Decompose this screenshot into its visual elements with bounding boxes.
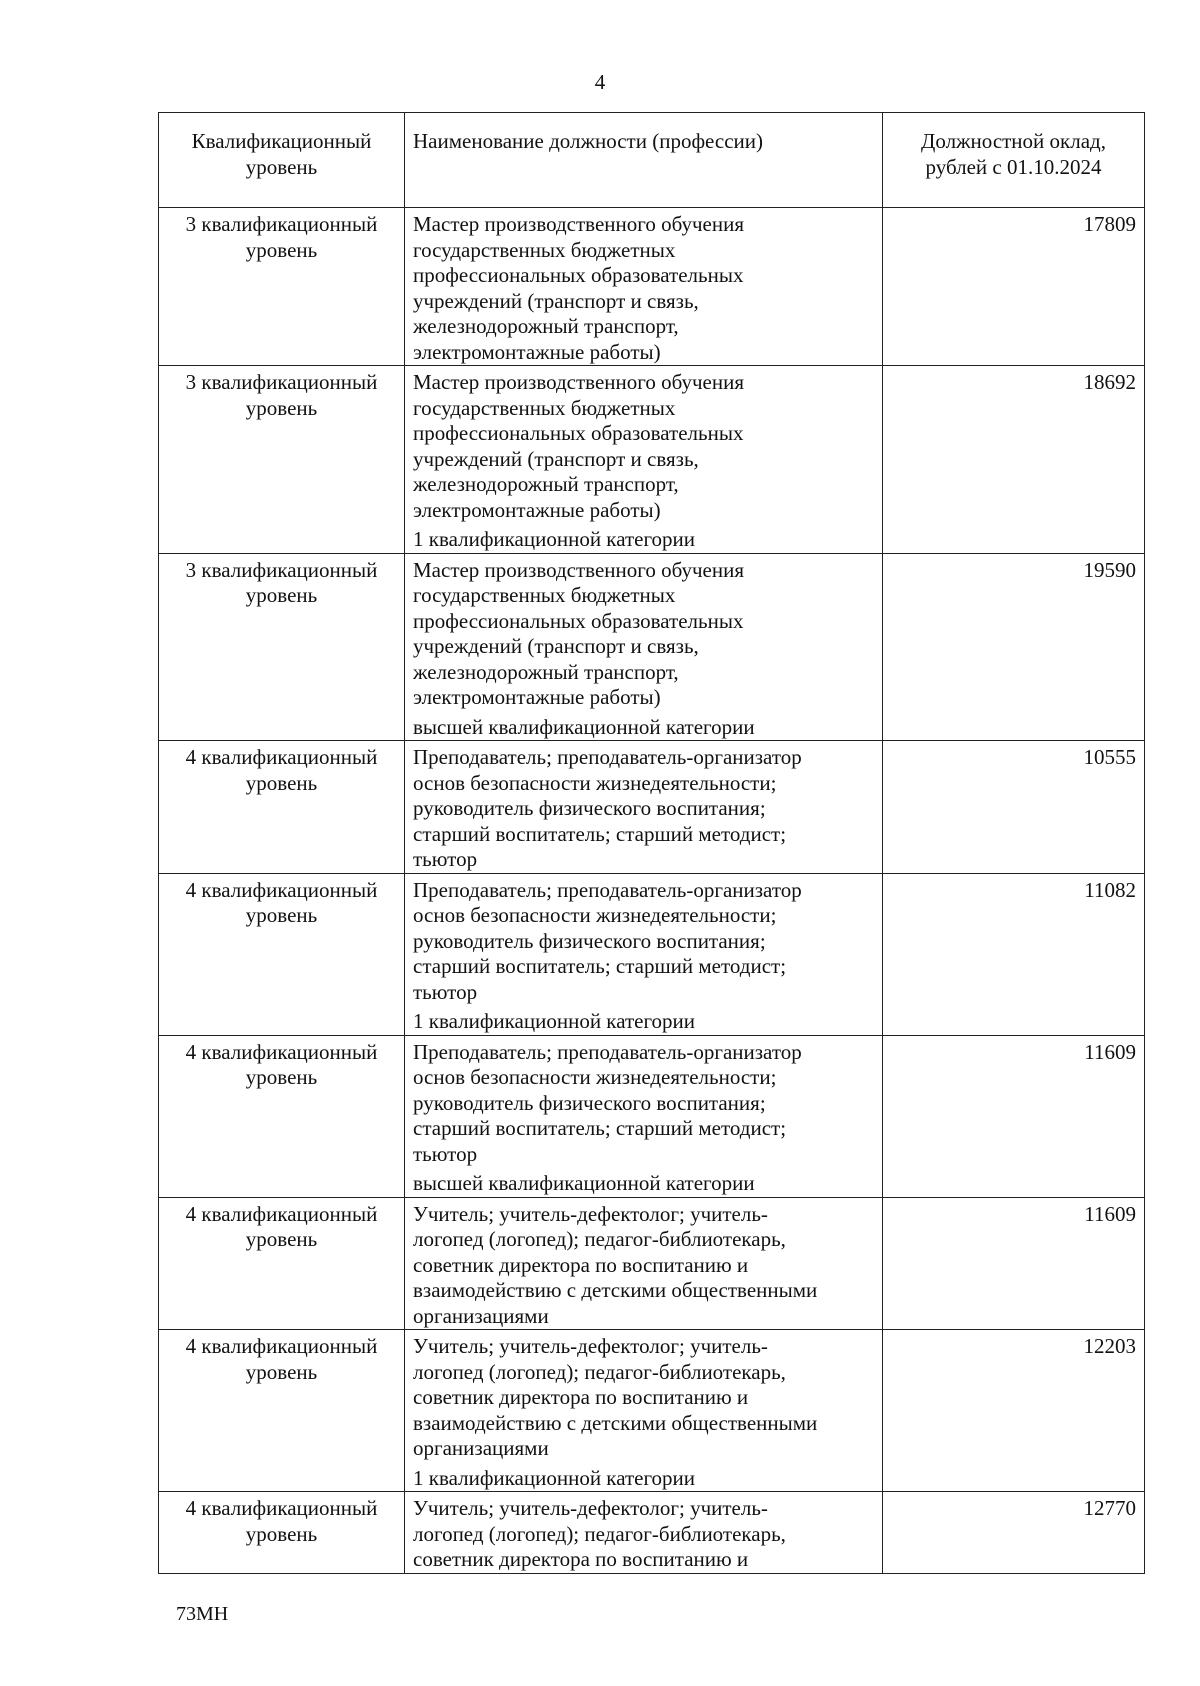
position-name-line: логопед (логопед); педагог-библиотекарь, xyxy=(413,1227,786,1251)
salary-cell xyxy=(883,1035,1145,1197)
position-name-cell xyxy=(405,741,883,874)
position-name-line: основ безопасности жизнедеятельности; xyxy=(413,770,777,795)
position-name-line: тьютор xyxy=(413,1141,478,1166)
salary-cell xyxy=(883,208,1145,366)
position-name-line: профессиональных образовательных xyxy=(413,421,744,445)
qualification-level-line: уровень xyxy=(245,237,318,262)
qualification-category-line: 1 квалификационной категории xyxy=(413,1009,696,1033)
table-row xyxy=(159,366,1145,554)
position-name-line: учреждений (транспорт и связь, xyxy=(413,288,699,313)
position-name-line: железнодорожный транспорт, xyxy=(413,659,679,684)
header-level-line: Квалификационный xyxy=(191,129,372,153)
position-name-line: Мастер производственного обучения xyxy=(413,557,745,582)
page-number: 4 xyxy=(594,70,606,94)
header-salary-line: рублей с 01.10.2024 xyxy=(925,154,1102,179)
header-position-name xyxy=(405,113,883,208)
qualification-level-line: 3 квалификационный xyxy=(185,370,378,394)
position-name-line: электромонтажные работы) xyxy=(413,685,661,709)
table-row xyxy=(159,1035,1145,1197)
position-name-cell xyxy=(405,1197,883,1330)
table-row xyxy=(159,1330,1145,1492)
header-position-line: Наименование должности (профессии) xyxy=(413,129,764,153)
salary-value: 12770 xyxy=(1083,1496,1136,1520)
position-name-cell xyxy=(405,1330,883,1492)
qualification-level-line: 3 квалификационный xyxy=(185,212,378,236)
salary-cell xyxy=(883,553,1145,741)
qualification-level-cell xyxy=(159,873,405,1035)
position-name-line: логопед (логопед); педагог-библиотекарь, xyxy=(413,1521,786,1546)
qualification-level-line: уровень xyxy=(245,1065,318,1089)
table-row xyxy=(159,873,1145,1035)
salary-value: 12203 xyxy=(1083,1334,1136,1358)
position-name-line: старший воспитатель; старший методист; xyxy=(413,954,787,978)
qualification-category-line: высшей квалификационной категории xyxy=(413,1171,755,1195)
position-name-line: руководитель физического воспитания; xyxy=(413,928,766,953)
position-name-cell xyxy=(405,1492,883,1574)
position-name-line: Учитель; учитель-дефектолог; учитель- xyxy=(413,1334,768,1358)
salary-cell xyxy=(883,873,1145,1035)
salary-cell xyxy=(883,1197,1145,1330)
footer-document-code: 73МН xyxy=(176,1603,229,1625)
salary-value: 11082 xyxy=(1084,877,1136,902)
position-name-line: государственных бюджетных xyxy=(413,583,676,607)
qualification-level-cell xyxy=(159,553,405,741)
salary-cell xyxy=(883,1330,1145,1492)
table-header-row xyxy=(159,113,1145,208)
position-name-line: взаимодействию с детскими общественными xyxy=(413,1278,818,1302)
salary-cell xyxy=(883,741,1145,874)
header-qualification-level xyxy=(159,113,405,208)
qualification-level-cell xyxy=(159,1492,405,1574)
salary-cell xyxy=(883,1492,1145,1574)
qualification-level-line: 3 квалификационный xyxy=(185,557,378,582)
qualification-level-line: уровень xyxy=(245,583,318,607)
salary-value: 10555 xyxy=(1083,745,1136,769)
table-row xyxy=(159,208,1145,366)
position-name-line: тьютор xyxy=(413,979,478,1004)
position-name-line: логопед (логопед); педагог-библиотекарь, xyxy=(413,1359,786,1384)
position-name-line: организациями xyxy=(413,1436,549,1460)
qualification-level-line: уровень xyxy=(245,395,318,420)
position-name-line: основ безопасности жизнедеятельности; xyxy=(413,903,777,927)
qualification-level-cell xyxy=(159,1035,405,1197)
position-name-line: электромонтажные работы) xyxy=(413,497,661,522)
position-name-line: руководитель физического воспитания; xyxy=(413,796,766,820)
qualification-level-cell xyxy=(159,1330,405,1492)
position-name-cell xyxy=(405,208,883,366)
position-name-line: Преподаватель; преподаватель-организатор xyxy=(413,877,802,902)
qualification-category-line: 1 квалификационной категории xyxy=(413,1465,696,1490)
position-name-line: основ безопасности жизнедеятельности; xyxy=(413,1065,777,1089)
position-name-line: советник директора по воспитанию и xyxy=(413,1252,749,1277)
position-name-cell xyxy=(405,553,883,741)
table-row xyxy=(159,553,1145,741)
qualification-level-line: уровень xyxy=(245,903,318,927)
position-name-line: Мастер производственного обучения xyxy=(413,370,745,394)
qualification-level-line: 4 квалификационный xyxy=(185,1039,378,1064)
position-name-line: профессиональных образовательных xyxy=(413,263,744,287)
position-name-cell xyxy=(405,873,883,1035)
salary-value: 19590 xyxy=(1083,557,1136,582)
qualification-level-line: 4 квалификационный xyxy=(185,1496,378,1520)
salary-value: 17809 xyxy=(1083,212,1136,236)
table-row xyxy=(159,741,1145,874)
position-name-line: взаимодействию с детскими общественными xyxy=(413,1410,818,1435)
position-name-line: старший воспитатель; старший методист; xyxy=(413,1116,787,1140)
qualification-level-cell xyxy=(159,1197,405,1330)
position-name-line: электромонтажные работы) xyxy=(413,339,661,364)
header-level-line: уровень xyxy=(245,154,318,179)
position-name-cell xyxy=(405,366,883,554)
salary-value: 11609 xyxy=(1084,1039,1136,1064)
position-name-line: Преподаватель; преподаватель-организатор xyxy=(413,745,802,769)
qualification-category-line: 1 квалификационной категории xyxy=(413,527,696,551)
position-name-line: советник директора по воспитанию и xyxy=(413,1547,749,1571)
header-salary-line: Должностной оклад, xyxy=(921,129,1106,153)
position-name-line: старший воспитатель; старший методист; xyxy=(413,821,787,846)
position-name-cell xyxy=(405,1035,883,1197)
table-row xyxy=(159,1197,1145,1330)
qualification-level-cell xyxy=(159,208,405,366)
position-name-line: учреждений (транспорт и связь, xyxy=(413,634,699,658)
position-name-line: советник директора по воспитанию и xyxy=(413,1385,749,1409)
position-name-line: Преподаватель; преподаватель-организатор xyxy=(413,1039,802,1064)
qualification-level-cell xyxy=(159,741,405,874)
header-salary xyxy=(883,113,1145,208)
qualification-level-line: уровень xyxy=(245,1227,318,1251)
position-name-line: железнодорожный транспорт, xyxy=(413,314,679,338)
qualification-level-line: уровень xyxy=(245,1359,318,1384)
qualification-level-line: 4 квалификационный xyxy=(185,1201,378,1226)
position-name-line: тьютор xyxy=(413,847,478,871)
table-row xyxy=(159,1492,1145,1574)
position-name-line: государственных бюджетных xyxy=(413,395,676,420)
qualification-category-line: высшей квалификационной категории xyxy=(413,714,755,739)
position-name-line: Мастер производственного обучения xyxy=(413,212,745,236)
position-name-line: государственных бюджетных xyxy=(413,237,676,262)
salary-table xyxy=(158,112,1145,1574)
qualification-level-line: уровень xyxy=(245,1521,318,1546)
qualification-level-line: 4 квалификационный xyxy=(185,1334,378,1358)
qualification-level-cell xyxy=(159,366,405,554)
position-name-line: железнодорожный транспорт, xyxy=(413,472,679,496)
qualification-level-line: 4 квалификационный xyxy=(185,877,378,902)
position-name-line: организациями xyxy=(413,1303,549,1328)
position-name-line: Учитель; учитель-дефектолог; учитель- xyxy=(413,1496,768,1520)
position-name-line: профессиональных образовательных xyxy=(413,608,744,633)
qualification-level-line: 4 квалификационный xyxy=(185,745,378,769)
salary-cell xyxy=(883,366,1145,554)
position-name-line: учреждений (транспорт и связь, xyxy=(413,446,699,471)
salary-value: 11609 xyxy=(1084,1201,1136,1226)
salary-value: 18692 xyxy=(1083,370,1136,394)
position-name-line: руководитель физического воспитания; xyxy=(413,1090,766,1115)
qualification-level-line: уровень xyxy=(245,770,318,795)
position-name-line: Учитель; учитель-дефектолог; учитель- xyxy=(413,1201,768,1226)
